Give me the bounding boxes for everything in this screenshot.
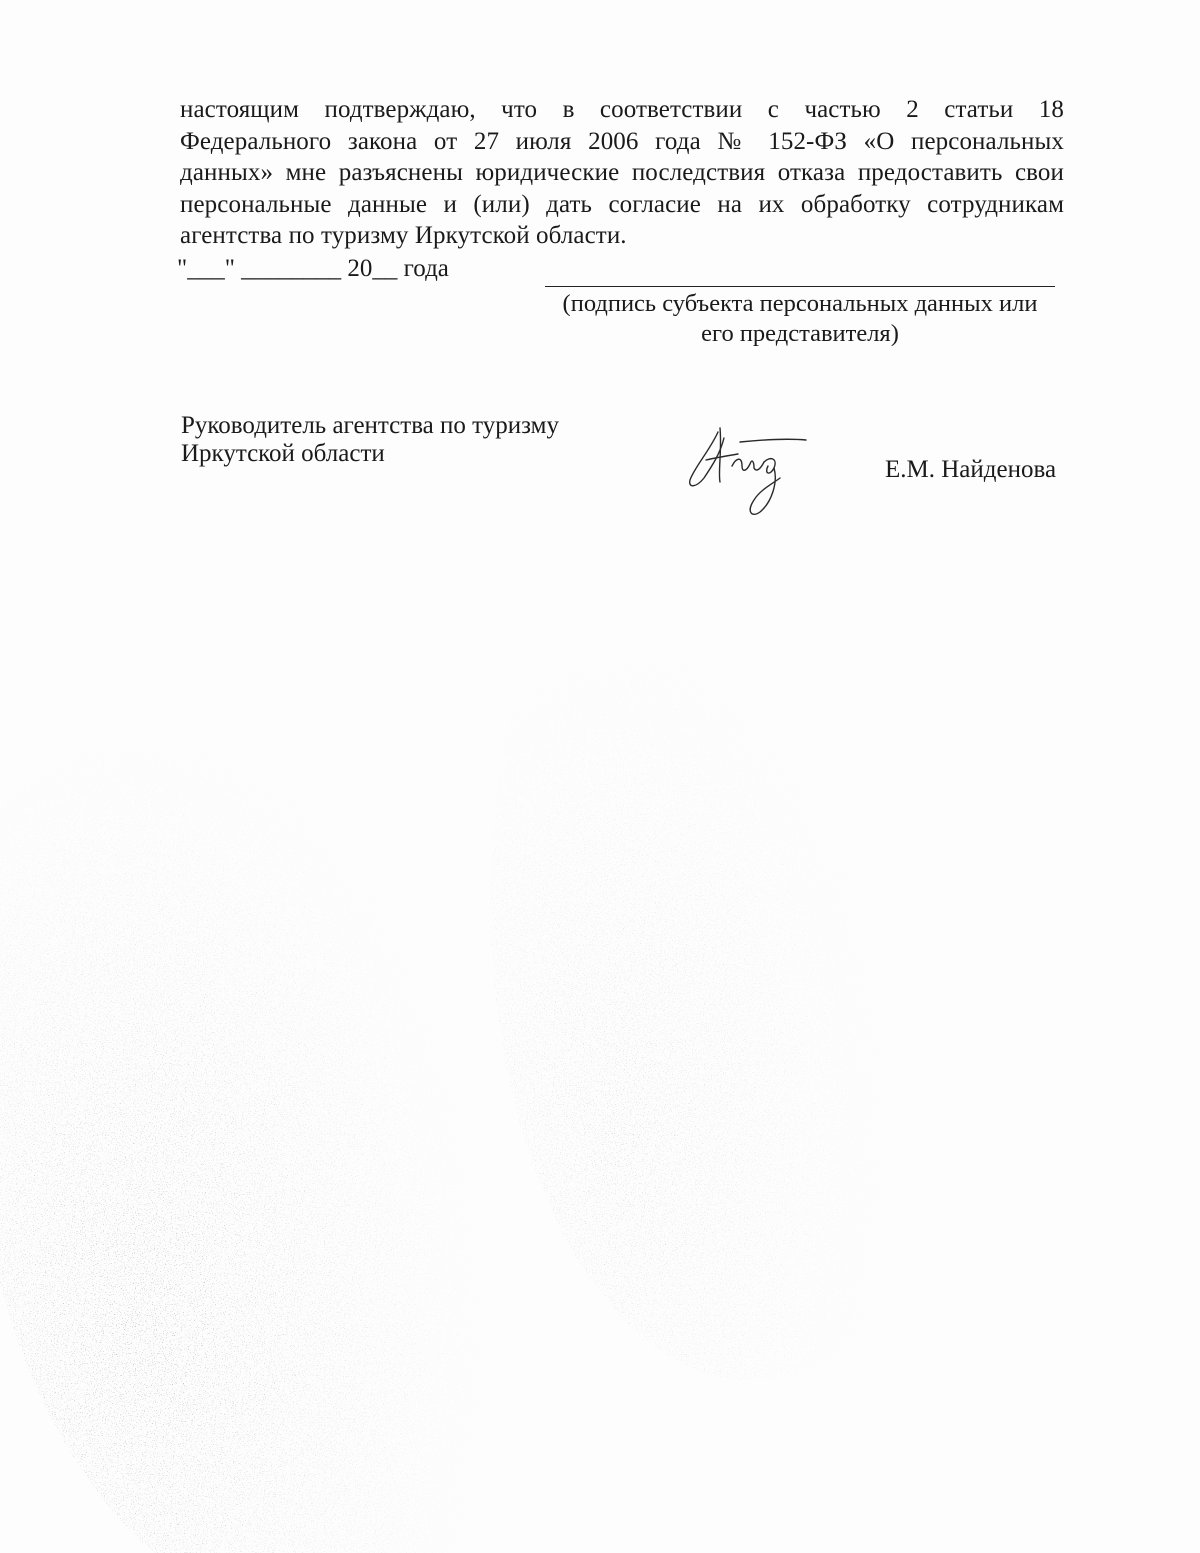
date-blank-line: "___" ________ 20__ года (177, 255, 449, 282)
paragraph-line: агентства по туризму Иркутской области. (180, 222, 627, 249)
consent-paragraph (180, 94, 1064, 252)
head-title-line1: Руководитель агентства по туризму (181, 412, 559, 439)
signature-caption-line1: (подпись субъекта персональных данных или (562, 290, 1038, 317)
paragraph-line: Федерального закона от 27 июля 2006 года № 152-ФЗ «О персональных (180, 127, 1064, 155)
head-title (181, 412, 559, 468)
head-title-line2: Иркутской области (181, 440, 385, 467)
handwritten-signature (680, 420, 815, 520)
paragraph-line: настоящим подтверждаю, что в соответствии с частью 2 статьи 18 (180, 96, 1064, 123)
signature-blank-line (545, 286, 1055, 287)
signature-caption (545, 289, 1055, 349)
signature-caption-line2: его представителя) (701, 320, 899, 347)
paragraph-line: данных» мне разъяснены юридические последствия отказа предоставить свои (180, 159, 1064, 186)
head-name: Е.М. Найденова (885, 456, 1057, 483)
paragraph-line: персональные данные и (или) дать согласие на их обработку сотрудникам (180, 190, 1064, 218)
